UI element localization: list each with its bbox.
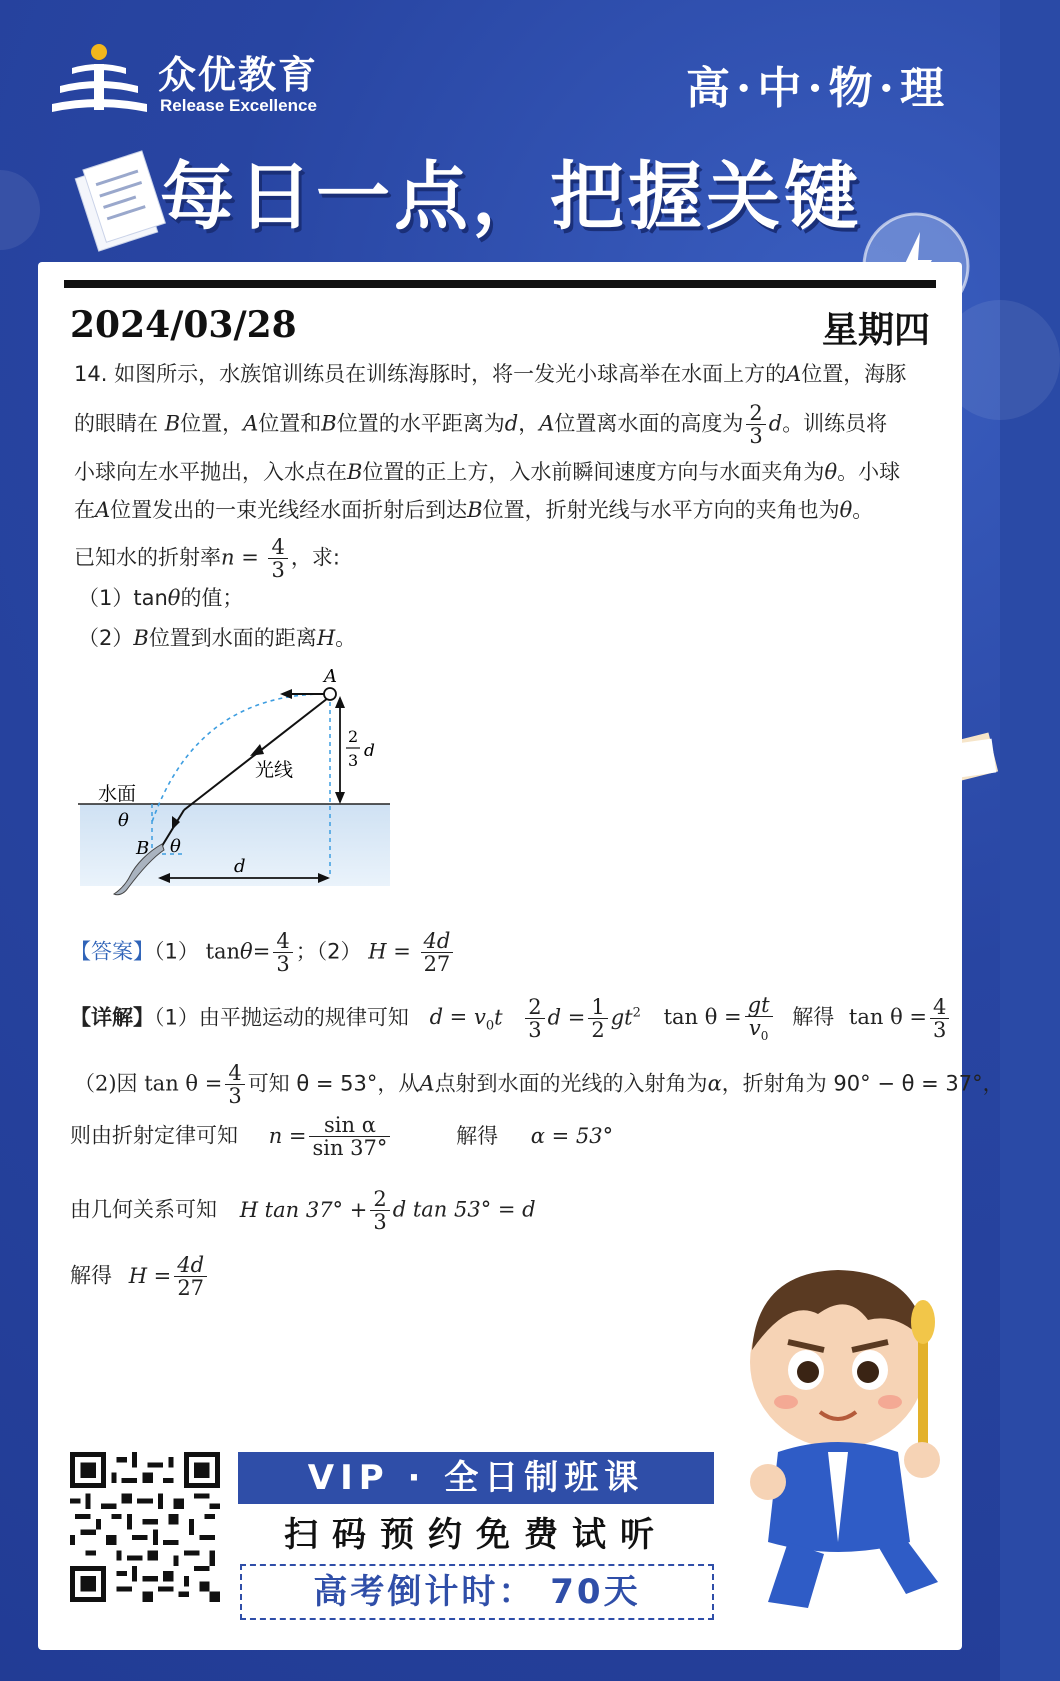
explain-text: 解得 (792, 1005, 835, 1030)
label-water-surface: 水面 (98, 783, 137, 805)
physics-diagram (78, 662, 458, 922)
question-text: 已知水的折射率 (74, 545, 221, 570)
var-d: d (768, 411, 783, 436)
var-A: A (95, 498, 111, 522)
var-v: v (748, 1016, 761, 1041)
answer-text: （1） (154, 939, 199, 964)
equation: （2)因 tan θ = (74, 1071, 223, 1096)
question-text: 的值； (180, 586, 244, 610)
label-h-den: 3 (348, 751, 359, 770)
question-text: 位置，海豚 (801, 362, 907, 386)
frac-num: 2 (746, 402, 765, 425)
frac-den: sin 37° (312, 1136, 388, 1161)
arrow-head (250, 744, 264, 756)
explain-line-1 (70, 994, 952, 1043)
var-alpha: α (707, 1071, 722, 1096)
explain-text: 解得 (70, 1263, 112, 1288)
explain-text: （1）由平抛运动的规律可知 (154, 1005, 409, 1030)
fraction (370, 1188, 389, 1233)
frac-den (745, 1017, 773, 1043)
var-A: A (786, 362, 802, 386)
explain-text: 点射到水面的光线的入射角为 (434, 1071, 708, 1096)
question-text: 位置，折射光线与水平方向的夹角也为 (482, 498, 840, 522)
slogan-headline: 每日一点，把握关键 (160, 154, 862, 240)
frac-den: 3 (276, 952, 290, 977)
question-text: 位置离水面的高度为 (554, 411, 744, 436)
answer-text: = (252, 939, 271, 964)
question-line: 已知水的折射率n = $\frac{4}{3}$ ，求: (74, 535, 340, 583)
equation: H = (128, 1263, 172, 1288)
label-light: 光线 (255, 759, 294, 781)
frac-den: 3 (749, 424, 763, 449)
frac-den: 3 (528, 1017, 542, 1042)
var-theta: θ (824, 460, 838, 484)
var-H: H (316, 626, 336, 650)
explain-text: 由几何关系可知 (70, 1197, 217, 1222)
question-text: 如图所示，水族馆训练员在训练海豚时，将一发光小球高举在水面上方的 (114, 362, 787, 386)
question-text: 。 (335, 626, 357, 650)
explain-text: 解得 (456, 1123, 499, 1148)
explain-line-4 (70, 1188, 536, 1233)
frac-den: 27 (177, 1276, 205, 1301)
var-B: B (133, 626, 149, 650)
brand-logo (52, 42, 372, 122)
weekday-label: 星期四 (821, 309, 930, 351)
equation: H tan 37° + (239, 1197, 368, 1222)
fraction (930, 996, 949, 1041)
label-d: d (234, 856, 246, 877)
frac-den: 27 (423, 952, 451, 977)
frac-num: 2 (370, 1188, 389, 1211)
label-A: A (324, 666, 337, 687)
frac-den: 3 (373, 1210, 387, 1235)
var-A: A (539, 411, 555, 436)
fraction (309, 1114, 390, 1159)
explain-text: 可知 θ = 53°，从 (247, 1071, 420, 1096)
subscript: 0 (760, 1029, 769, 1044)
fraction (746, 402, 765, 447)
mascot-icon (728, 1242, 968, 1622)
question-text: 的眼睛在 (74, 411, 158, 436)
question-text: 位置和 (258, 411, 322, 436)
vip-banner: VIP · 全日制班课 (238, 1452, 714, 1504)
frac-num: gt (745, 994, 773, 1017)
question-text: ， (518, 411, 540, 436)
var-theta: θ (839, 498, 853, 522)
equation: d = v (429, 1005, 486, 1030)
explain-line-3 (70, 1114, 613, 1159)
question-line (74, 456, 900, 486)
explain-line-5 (70, 1254, 210, 1299)
frac-num: 4d (421, 930, 454, 953)
label-B: B (136, 838, 150, 859)
var-B: B (164, 411, 181, 436)
var-A: A (243, 411, 259, 436)
fraction (745, 994, 773, 1043)
answer-line: 【答案】（1） tanθ= $\frac{4}{3}$ ；（2） H = $\frac{4d}{27}$ (70, 930, 456, 975)
content-card (38, 262, 1004, 1650)
question-text: 小球向左水平抛出，入水点在 (74, 460, 347, 484)
var-B: B (321, 411, 337, 436)
question-text: 在 (74, 498, 95, 522)
frac-num: 4 (930, 996, 949, 1019)
equation: t (494, 1005, 503, 1030)
var-A: A (419, 1071, 435, 1096)
fraction (421, 930, 454, 975)
equation: tan θ = (848, 1005, 927, 1030)
paper-icon (70, 150, 170, 250)
scan-prompt: 扫码预约免费试听 (284, 1515, 668, 1555)
question-text: 。训练员将 (782, 411, 888, 436)
question-text: （1）tan (78, 586, 168, 610)
label-h-num: 2 (348, 727, 359, 746)
question-text: 位置的正上方，入水前瞬间速度方向与水面夹角为 (362, 460, 825, 484)
fraction (268, 536, 287, 581)
fraction (225, 1062, 244, 1107)
question-part-2 (78, 622, 356, 652)
question-part-1 (78, 582, 243, 612)
label-h-var: d (364, 741, 375, 761)
answer-text: tan (205, 939, 241, 964)
fraction (525, 996, 544, 1041)
fraction (273, 930, 292, 975)
frac-num: sin α (309, 1114, 390, 1137)
var-theta: θ (240, 939, 253, 964)
frac-den: 3 (228, 1084, 242, 1109)
frac-den: 2 (591, 1017, 605, 1042)
equation: d tan 53° = d (392, 1197, 536, 1222)
var-d: d (504, 411, 519, 436)
explain-text: ，折射角为 90° − θ = 37°， (721, 1071, 1004, 1096)
ball-icon (324, 688, 336, 700)
frac-num: 4 (225, 1062, 244, 1085)
var-B: B (347, 460, 363, 484)
explain-tag: 【详解】 (70, 1005, 154, 1030)
qr-code[interactable] (70, 1452, 220, 1602)
answer-text: ；（2） (295, 939, 362, 964)
logo-mark-icon (52, 42, 147, 114)
question-text: 。小球 (837, 460, 901, 484)
brand-name: 众优教育 (158, 53, 319, 97)
decor-circle (0, 170, 40, 250)
question-text: 位置， (180, 411, 244, 436)
equation: α = 53° (530, 1123, 614, 1148)
var-H: H (368, 939, 387, 964)
question-text: ，求: (290, 545, 340, 570)
question-text: 位置到水面的距离 (148, 626, 317, 650)
subscript: 0 (485, 1018, 495, 1034)
explain-text: 则由折射定律可知 (70, 1123, 238, 1148)
superscript: 2 (632, 1005, 641, 1021)
question-number: 14. (74, 362, 108, 386)
question-text: 。 (852, 498, 874, 522)
subject-title: 高·中·物·理 (686, 63, 950, 114)
frac-num: 1 (588, 996, 607, 1019)
frac-num: 4 (273, 930, 292, 953)
question-line (74, 402, 887, 447)
label-theta-1: θ (118, 810, 129, 831)
question-text: （2） (78, 626, 134, 650)
label-theta-2: θ (170, 836, 181, 857)
question-line (74, 494, 873, 524)
frac-num: 4d (174, 1254, 207, 1277)
date-label: 2024/03/28 (70, 304, 297, 346)
exam-countdown: 高考倒计时： 70天 (240, 1564, 714, 1620)
brand-tagline: Release Excellence (160, 96, 317, 115)
frac-den: 3 (933, 1017, 947, 1042)
question-text: 位置发出的一束光线经水面折射后到达 (110, 498, 468, 522)
fraction (588, 996, 607, 1041)
question-text: 位置的水平距离为 (336, 411, 505, 436)
var-B: B (467, 498, 483, 522)
divider-bar (64, 280, 936, 288)
fraction (174, 1254, 207, 1299)
question-line (74, 358, 906, 388)
equation: gt (610, 1005, 633, 1030)
frac-den: 3 (271, 558, 285, 583)
equation: n = (268, 1123, 307, 1148)
trajectory-curve (152, 694, 330, 822)
equation: tan θ = (663, 1005, 742, 1030)
frac-num: 4 (268, 536, 287, 559)
answer-tag: 【答案】 (70, 939, 154, 964)
explain-line-2 (74, 1062, 1004, 1107)
frac-num: 2 (525, 996, 544, 1019)
var-theta: θ (167, 586, 181, 610)
equation: d = (547, 1005, 586, 1030)
